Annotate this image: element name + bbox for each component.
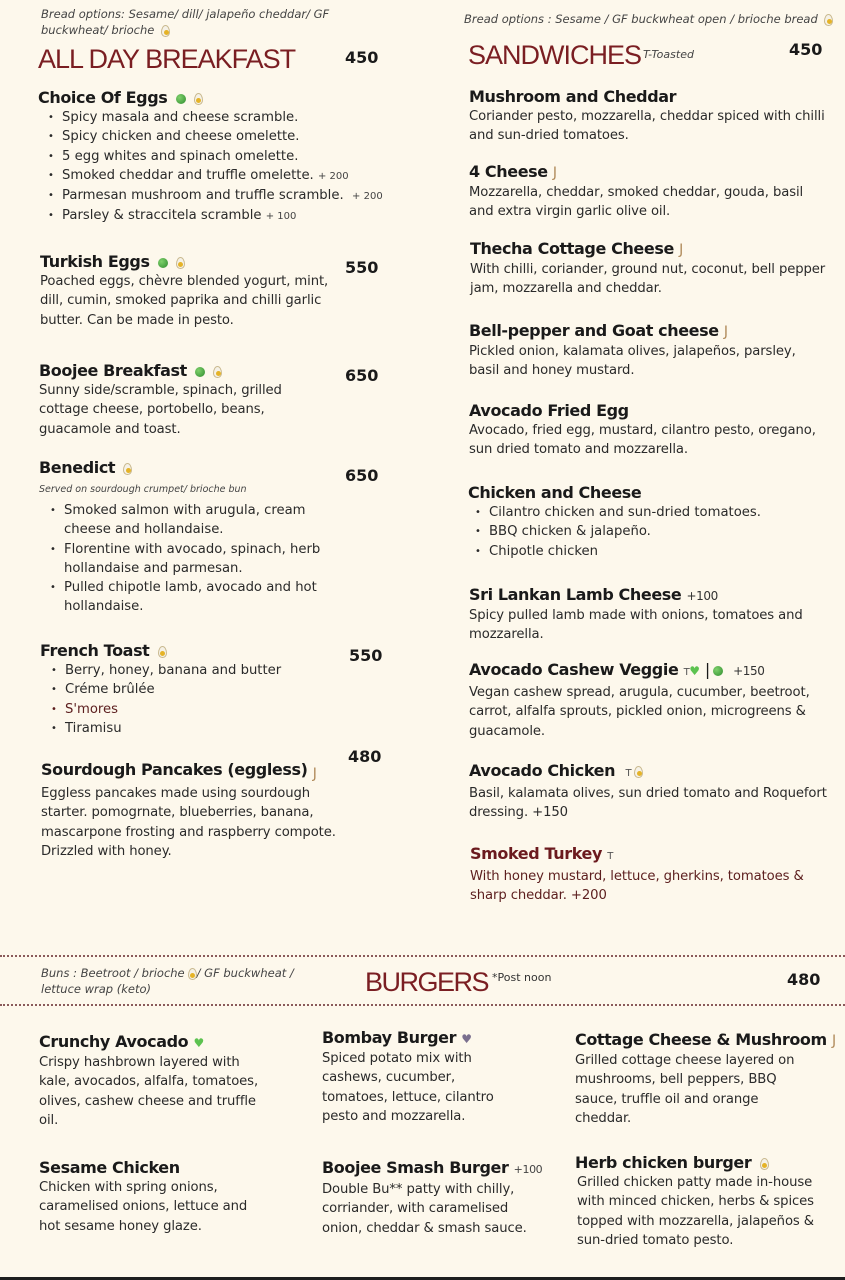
toasted-legend: T-Toasted: [643, 48, 694, 61]
item-name: Herb chicken burger: [575, 1153, 752, 1172]
item-name: Chicken and Cheese: [468, 483, 642, 502]
egg-icon: [161, 25, 170, 37]
item-name: Sri Lankan Lamb Cheese: [469, 585, 682, 604]
egg-icon: [213, 366, 222, 378]
menu-item-mushroom-cheddar: [469, 87, 829, 146]
french-toast-price: 550: [349, 646, 383, 665]
benedict-price: 650: [345, 466, 379, 485]
section-title-burgers: BURGERS: [365, 967, 489, 997]
item-description: Spicy pulled lamb made with onions, tomatoes and mozzarella.: [469, 608, 803, 643]
veg-icon: [176, 94, 186, 104]
separator: |: [704, 660, 710, 679]
menu-item-french-toast: [40, 641, 340, 738]
item-description: Poached eggs, chèvre blended yogurt, mint, dill, cumin, smoked paprika and chilli garlic butter. Can be made in pesto.: [40, 274, 329, 328]
list-item: • Spicy masala and cheese scramble.: [62, 108, 418, 127]
egg-icon: [194, 93, 203, 105]
list-item: • Cilantro chicken and sun-dried tomatoes.: [489, 503, 828, 522]
item-name: Choice Of Eggs: [38, 88, 168, 107]
item-name: Bombay Burger: [322, 1028, 457, 1047]
item-description: Chicken with spring onions, caramelised onions, lettuce and hot sesame honey glaze.: [39, 1180, 248, 1234]
menu-item-bombay-burger: [322, 1028, 542, 1126]
list-item: • S'mores: [65, 700, 340, 719]
menu-item-boojee-smash-burger: [322, 1158, 562, 1238]
item-description: Double Bu** patty with chilly, corriander, with caramelised onion, cheddar & smash sauce.: [322, 1182, 527, 1236]
jain-icon: J: [552, 165, 557, 181]
item-name: Boojee Smash Burger: [322, 1158, 509, 1177]
turkish-eggs-price: 550: [345, 258, 379, 277]
list-item: • 5 egg whites and spinach omelette.: [62, 147, 418, 166]
menu-item-cottage-cheese-mushroom: [575, 1030, 840, 1128]
item-name: Boojee Breakfast: [39, 361, 187, 380]
item-name: Crunchy Avocado: [39, 1032, 189, 1051]
egg-icon: [760, 1158, 769, 1170]
item-description: Basil, kalamata olives, sun dried tomato and Roquefort dressing. +150: [469, 786, 827, 821]
menu-item-sri-lankan-lamb: [469, 585, 829, 645]
item-name: Cottage Cheese & Mushroom: [575, 1030, 827, 1049]
jain-icon: J: [723, 324, 728, 340]
vegan-heart-icon: ♥: [689, 664, 700, 678]
extra-price: + 200: [352, 191, 383, 203]
section-title-sandwiches: SANDWICHES: [468, 40, 642, 70]
breakfast-bread-note: [41, 6, 341, 38]
item-description: Eggless pancakes made using sourdough starter. pomogrnate, blueberries, banana, mascarpone frosting and raspberry compote. Drizzled with honey.: [41, 786, 336, 859]
heart-icon: ♥: [461, 1032, 472, 1046]
menu-item-avocado-chicken: [469, 761, 829, 823]
item-description: Crispy hashbrown layered with kale, avocados, alfalfa, tomatoes, olives, cashew cheese and truffle oil.: [39, 1055, 259, 1128]
menu-item-turkish-eggs: [40, 252, 340, 330]
menu-item-avocado-fried-egg: [469, 401, 829, 460]
item-name: Bell-pepper and Goat cheese: [469, 321, 719, 340]
item-description: Coriander pesto, mozzarella, cheddar spiced with chilli and sun-dried tomatoes.: [469, 109, 825, 144]
item-name: Mushroom and Cheddar: [469, 87, 677, 106]
menu-item-chicken-and-cheese: [468, 483, 828, 561]
sandwich-bread-note: [464, 11, 844, 27]
list-item: • Smoked salmon with arugula, cream cheese and hollandaise.: [64, 501, 339, 540]
item-name: Thecha Cottage Cheese: [470, 239, 674, 258]
extra-price: +100: [686, 589, 718, 603]
list-item: • Smoked cheddar and truffle omelette. + 200: [62, 166, 418, 186]
item-description: Sunny side/scramble, spinach, grilled cottage cheese, portobello, beans, guacamole and toast.: [39, 383, 282, 437]
french-toast-options-list: [40, 661, 340, 738]
post-noon-note: *Post noon: [492, 971, 552, 984]
divider-top: [0, 955, 845, 957]
section-title-breakfast: ALL DAY BREAKFAST: [38, 44, 296, 74]
list-item: • Parmesan mushroom and truffle scramble. + 200: [62, 186, 418, 206]
item-description: Vegan cashew spread, arugula, cucumber, beetroot, carrot, alfalfa sprouts, pickled onion, microgreens & guacamole.: [469, 685, 810, 739]
benedict-options-list: [39, 501, 339, 617]
menu-item-avocado-cashew-veggie: [469, 660, 829, 741]
list-item: • Chipotle chicken: [489, 542, 828, 561]
item-name: Avocado Chicken: [469, 761, 616, 780]
egg-icon: [158, 646, 167, 658]
burgers-price: 480: [787, 970, 821, 989]
list-item: • Berry, honey, banana and butter: [65, 661, 340, 680]
list-item: • Spicy chicken and cheese omelette.: [62, 127, 418, 146]
extra-price: +150: [733, 664, 765, 678]
menu-item-thecha-cottage-cheese: [470, 239, 830, 299]
item-description: Mozzarella, cheddar, smoked cheddar, gouda, basil and extra virgin garlic olive oil.: [469, 185, 804, 220]
egg-icon: [176, 257, 185, 269]
chicken-options-list: [468, 503, 828, 561]
bread-note-text: Bread options: Sesame/ dill/ jalapeño cheddar/ GF buckwheat/ brioche: [41, 7, 330, 37]
item-description: With chilli, coriander, ground nut, coconut, bell pepper jam, mozzarella and cheddar.: [470, 262, 826, 297]
veg-icon: [195, 367, 205, 377]
extra-price: +100: [513, 1163, 543, 1176]
egg-icon: [123, 463, 132, 475]
item-description: With honey mustard, lettuce, gherkins, tomatoes & sharp cheddar. +200: [470, 869, 804, 904]
menu-item-sourdough-pancakes: [41, 760, 341, 861]
egg-icon: [634, 766, 643, 778]
list-item: • Pulled chipotle lamb, avocado and hot hollandaise.: [64, 578, 339, 617]
item-note: Served on sourdough crumpet/ brioche bun: [39, 484, 247, 495]
extra-price: + 100: [265, 211, 297, 223]
item-name: Benedict: [39, 458, 116, 477]
toasted-icon: T: [625, 768, 632, 779]
list-item: • Créme brûlée: [65, 680, 340, 699]
list-item: • Tiramisu: [65, 719, 340, 738]
egg-icon: [824, 14, 833, 26]
item-description: Grilled cottage cheese layered on mushrooms, bell peppers, BBQ sauce, truffle oil and orange cheddar.: [575, 1053, 795, 1126]
bun-note-text: Buns : Beetroot / brioche: [41, 966, 185, 980]
menu-item-benedict: [39, 458, 339, 617]
bun-note-text-2: / GF buckwheat / lettuce wrap (keto): [41, 966, 294, 996]
menu-item-smoked-turkey: [470, 844, 830, 906]
vegan-heart-icon: ♥: [193, 1036, 204, 1050]
extra-price: + 200: [317, 170, 349, 182]
item-name: French Toast: [40, 641, 150, 660]
egg-options-list: [38, 108, 418, 227]
item-name: 4 Cheese: [469, 162, 548, 181]
item-name: Turkish Eggs: [40, 252, 150, 271]
jain-icon: J: [679, 242, 683, 258]
menu-item-bell-pepper-goat-cheese: [469, 321, 829, 381]
list-item: • Florentine with avocado, spinach, herb hollandaise and parmesan.: [64, 540, 339, 579]
item-description: Grilled chicken patty made in-house with minced chicken, herbs & spices topped with mozzarella, jalapeños & sun-dried tomato pesto.: [577, 1175, 814, 1248]
menu-item-boojee-breakfast: [39, 361, 319, 439]
list-item: • BBQ chicken & jalapeño.: [489, 522, 828, 541]
item-description: Pickled onion, kalamata olives, jalapeños, parsley, basil and honey mustard.: [469, 344, 796, 379]
menu-item-sesame-chicken: [39, 1158, 269, 1236]
list-item: • Parsley & straccitela scramble + 100: [62, 206, 418, 226]
toasted-icon: T: [683, 667, 690, 678]
jain-icon: J: [831, 1033, 836, 1049]
egg-icon: [188, 968, 197, 980]
pancakes-price: 480: [348, 747, 382, 766]
item-name: Avocado Cashew Veggie: [469, 660, 679, 679]
burger-bun-note: [41, 965, 301, 997]
breakfast-price: 450: [345, 48, 379, 67]
item-name: Sourdough Pancakes (eggless): [41, 760, 308, 779]
jain-icon: J: [312, 766, 317, 782]
toasted-icon: T: [607, 851, 613, 862]
menu-item-herb-chicken-burger: [575, 1153, 840, 1250]
sandwiches-price: 450: [789, 40, 823, 59]
item-name: Sesame Chicken: [39, 1158, 180, 1177]
veg-icon: [158, 258, 168, 268]
item-name: Smoked Turkey: [470, 844, 603, 863]
boojee-breakfast-price: 650: [345, 366, 379, 385]
item-description: Avocado, fried egg, mustard, cilantro pesto, oregano, sun dried tomato and mozzarella.: [469, 423, 816, 458]
item-name: Avocado Fried Egg: [469, 401, 629, 420]
divider-bottom: [0, 1004, 845, 1006]
bread-note-text: Bread options : Sesame / GF buckwheat open / brioche bread: [464, 12, 818, 26]
veg-icon: [713, 666, 723, 676]
menu-item-crunchy-avocado: [39, 1032, 269, 1130]
menu-item-choice-of-eggs: [38, 88, 418, 227]
item-description: Spiced potato mix with cashews, cucumber, tomatoes, lettuce, cilantro pesto and mozzarella.: [322, 1051, 494, 1124]
menu-item-4-cheese: [469, 162, 829, 222]
